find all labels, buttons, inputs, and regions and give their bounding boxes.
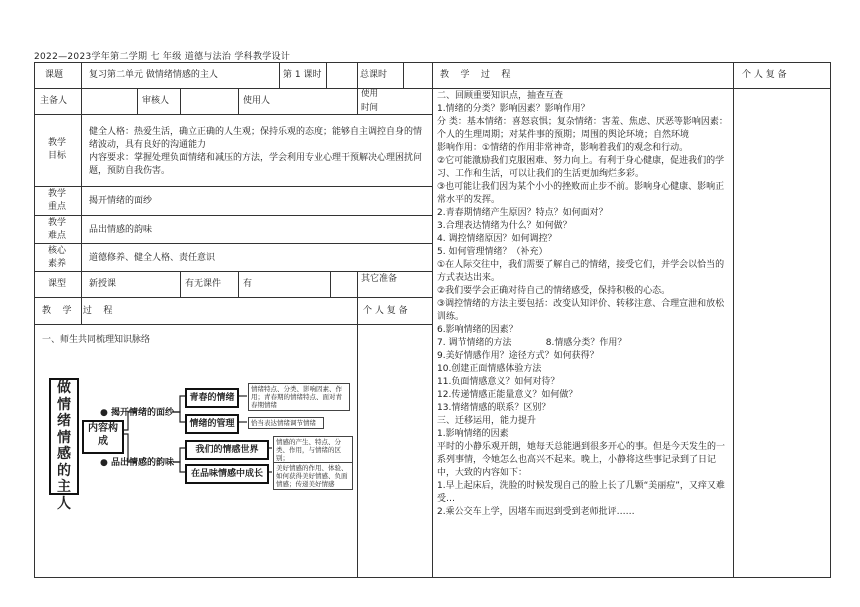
- right-line: 13.情绪情感的联系？区别？: [437, 403, 551, 413]
- goal-text: 健全人格：热爱生活，确立正确的人生观；保持乐观的态度；能够自主调控自身的情绪波动，具有良好的沟通能力 内容要求：掌握处理负面情绪和减压的方法，学会利用专业心理干预解决心理困扰问题，预防自我伤害。: [89, 127, 423, 176]
- preparer-label: 主备人: [40, 96, 68, 106]
- right-line: 平时的小静乐观开朗，她每天总能遇到很多开心的事。但是今天发生的一系列事情，令她怎么也高兴不起来。晚上，小静将这些事记录到了日记中，大致的内容如下：: [437, 442, 726, 478]
- mindmap-branch-1: ● 揭开情绪的面纱: [100, 408, 174, 418]
- total-period-label: 总课时: [360, 70, 388, 80]
- topic-value: 复习第二单元 做情绪情感的主人: [89, 70, 218, 80]
- right-line: 10.创建正面情感体验方法: [437, 364, 542, 374]
- type-value: 新授课: [89, 279, 117, 289]
- right-line: 5. 如何管理情绪？（补充）: [437, 247, 548, 257]
- use-time-label: 使用时间: [361, 89, 379, 113]
- mindmap-node-3: 我们的情感世界: [185, 440, 269, 460]
- right-line: 分 类：基本情绪：喜怒哀惧；复杂情绪：害羞、焦虑、厌恶等影响因素：个人的生理周期；对某件事的预期；周围的舆论环境；自然环境: [437, 117, 728, 140]
- key-text: 揭开情绪的面纱: [89, 196, 153, 206]
- mindmap-leaf-3: 情感的产生、特点、分类、作用，与情绪的区别；: [273, 436, 353, 464]
- right-line: 7. 调节情绪的方法 8.情感分类？作用？: [437, 338, 627, 348]
- right-line: 9.美好情感作用？途径方式？如何获得？: [437, 351, 599, 361]
- courseware-label: 有无课件: [185, 279, 222, 289]
- mindmap-title: 做情绪情感的主人: [49, 378, 79, 495]
- right-line: 2.乘公交车上学，因堵车而迟到受到老师批评……: [437, 507, 635, 517]
- right-line: ③调控情绪的方法主要包括：改变认知评价、转移注意、合理宣泄和放松训练。: [437, 299, 725, 322]
- right-line: 1.情绪的分类？影响因素？影响作用？: [437, 104, 590, 114]
- section-1-heading: 一、师生共同梳理知识脉络: [42, 335, 151, 345]
- goal-label: 教学目标: [48, 138, 67, 161]
- user-label: 使用人: [243, 96, 271, 106]
- personal-label-right: 个 人 复 备: [742, 70, 787, 80]
- right-line: 6.影响情绪的因素？: [437, 325, 518, 335]
- mindmap-branch-2: ● 品出情感的韵味: [100, 458, 174, 468]
- literacy-label: 核心素养: [48, 246, 67, 269]
- right-line: ①在人际交往中，我们需要了解自己的情绪，接受它们，并学会以恰当的方式表达出来。: [437, 260, 725, 283]
- courseware-value: 有: [243, 279, 253, 289]
- difficult-text: 品出情感的韵味: [89, 225, 153, 235]
- mindmap-node-4: 在品味情感中成长: [185, 464, 269, 484]
- right-line: 4. 调控情绪原因？如何调控？: [437, 234, 557, 244]
- right-line: 影响作用：①情绪的作用非常神奇，影响着我们的观念和行动。: [437, 143, 689, 153]
- right-line: 11.负面情感意义？如何对待？: [437, 377, 560, 387]
- right-line: 12.传递情感正能量意义？如何做？: [437, 390, 578, 400]
- difficult-label: 教学难点: [48, 218, 67, 241]
- process-label-left: 教 学 过 程: [42, 306, 113, 316]
- reviewer-label: 审核人: [142, 96, 170, 106]
- process-label-right: 教 学 过 程: [440, 70, 511, 80]
- right-line: 3.合理表达情绪为什么？如何做？: [437, 221, 572, 231]
- period-label: 第 1 课时: [283, 70, 322, 80]
- right-content: [437, 90, 729, 519]
- mindmap-leaf-4: 美好情感的作用、体验、如何获得美好情感、负面情感；传递美好情感: [273, 462, 353, 490]
- right-line: 1.影响情绪的因素: [437, 429, 509, 439]
- mindmap-core: 内容构成: [82, 420, 124, 454]
- right-line: 三、迁移运用，能力提升: [437, 416, 537, 426]
- mindmap-node-1: 青春的情绪: [185, 388, 239, 408]
- right-line: ②它可能激励我们克服困难、努力向上。有利于身心健康，促进我们的学习、工作和生活，可以让我们的生活更加绚烂多彩。: [437, 156, 725, 179]
- mindmap-leaf-2: 恰当表达情绪调节情绪: [248, 417, 324, 429]
- type-label: 课型: [48, 279, 67, 289]
- topic-label: 课题: [45, 70, 64, 80]
- right-line: 1.早上起床后，洗脸的时候发现自己的脸上长了几颗“美丽痘”，又痒又难受…: [437, 481, 725, 504]
- literacy-text: 道德修养、健全人格、责任意识: [89, 253, 216, 263]
- right-line: 二、回顾重要知识点，抽查互查: [437, 91, 564, 101]
- mindmap-node-2: 情绪的管理: [185, 414, 239, 434]
- mindmap-leaf-1: 情绪特点、分类、影响因素、作用；青春期的情绪特点、面对青春期情绪: [248, 383, 350, 411]
- document-header: 2022—2023学年第二学期 七 年级 道德与法治 学科教学设计: [34, 52, 291, 62]
- personal-label-left: 个 人 复 备: [363, 306, 408, 316]
- key-label: 教学重点: [48, 189, 67, 212]
- right-line: ②我们要学会正确对待自己的情绪感受，保持积极的心态。: [437, 286, 671, 296]
- other-label: 其它准备: [361, 274, 398, 284]
- right-line: 2.青春期情绪产生原因？特点？如何面对？: [437, 208, 608, 218]
- right-line: ③也可能让我们因为某个小小的挫败而止步不前。影响身心健康、影响正常水平的发挥。: [437, 182, 725, 205]
